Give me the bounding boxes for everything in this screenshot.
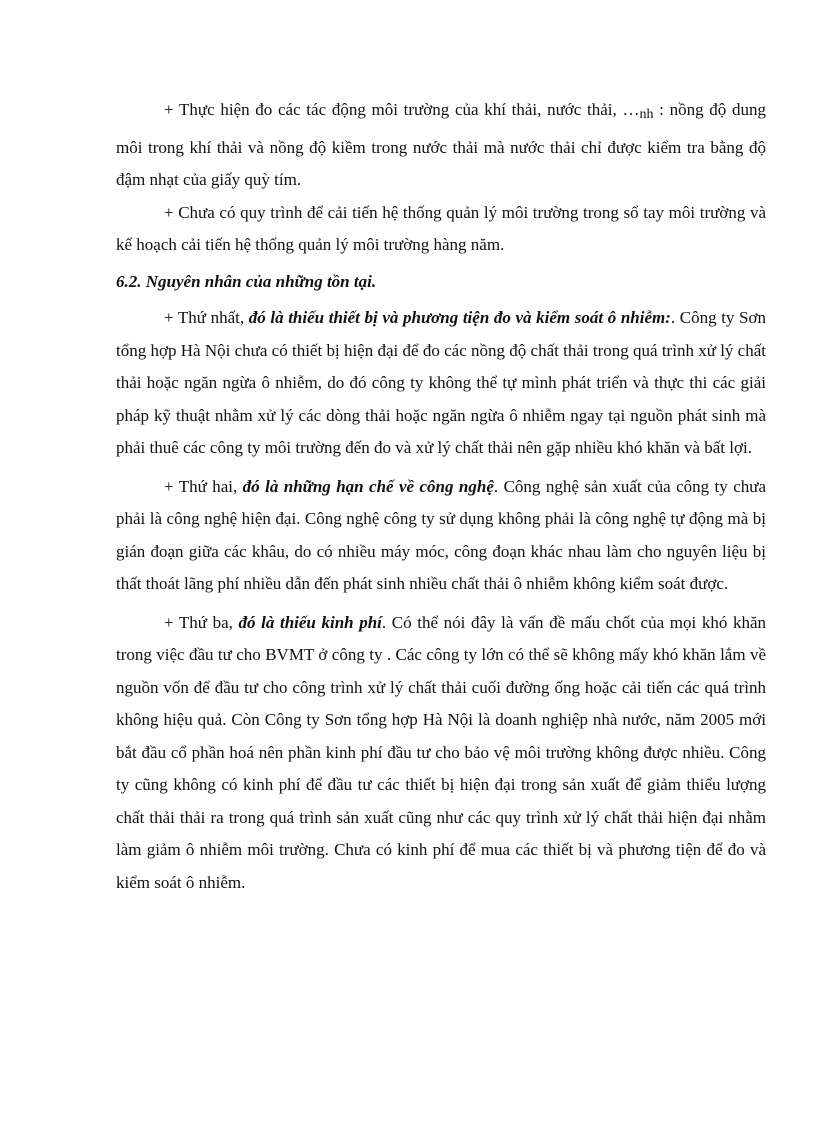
- paragraph-reason-third: [116, 607, 766, 900]
- reason-first-lead: + Thứ nhất,: [164, 308, 249, 327]
- paragraph-reason-first: [116, 302, 766, 465]
- reason-first-emphasis: đó là thiếu thiết bị và phương tiện đo và kiểm soát ô nhiễm:: [248, 308, 671, 327]
- reason-second-emphasis: đó là những hạn chế về công nghệ: [242, 476, 494, 496]
- subscript-nh: nh: [639, 107, 654, 122]
- paragraph-measurement-text: + Thực hiện đo các tác động môi trường của khí thải, nước thải, …: [164, 100, 640, 119]
- paragraph-improvement-process: + Chưa có quy trình để cải tiến hệ thống quản lý môi trường trong sổ tay môi trường và kế hoạch cải tiến hệ thống quản lý môi trường hàng năm.: [116, 202, 766, 254]
- reason-third-emphasis: đó là thiếu kinh phí: [238, 612, 382, 632]
- reason-third-body: . Có thể nói đây là vấn đề mấu chốt của mọi khó khăn trong việc đầu tư cho BVMT ở công ty . Các công ty lớn có thể sẽ không mấy khó khăn lắm về nguồn vốn để đầu tư cho công trình xử lý chất thải cuối đường ống hoặc cải tiến các quá trình không hiệu quả. Còn Công ty Sơn tổng hợp Hà Nội là doanh nghiệp nhà nước, năm 2005 mới bắt đầu cổ phần hoá nên phần kinh phí đầu tư cho bảo vệ môi trường không được nhiều. Công ty cũng không có kinh phí để đầu tư các thiết bị hiện đại trong sản xuất để giảm thiểu lượng chất thải thải ra trong quá trình sản xuất cũng như các quy trình xử lý chất thải hiện đại nhằm làm giảm ô nhiễm môi trường. Chưa có kinh phí để mua các thiết bị và phương tiện để đo và kiểm soát ô nhiễm.: [116, 612, 766, 892]
- reason-first-body: . Công ty Sơn tổng hợp Hà Nội chưa có thiết bị hiện đại để đo các nồng độ chất thải trong quá trình xử lý chất thải hoặc ngăn ngừa ô nhiễm, do đó công ty không thể tự mình phát triển và thực thi các giải pháp kỹ thuật nhằm xử lý các dòng thải hoặc ngăn ngừa ô nhiễm ngay tại nguồn phát sinh mà phải thuê các công ty môi trường đến đo và xử lý chất thải nên gặp nhiều khó khăn và bất lợi.: [116, 308, 766, 457]
- reason-second-lead: + Thứ hai,: [164, 476, 243, 496]
- paragraph-measurement: [116, 94, 766, 197]
- paragraph-reason-second: [116, 471, 766, 601]
- reason-second-body: . Công nghệ sản xuất của công ty chưa phải là công nghệ hiện đại. Công nghệ công ty sử dụng không phải là công nghệ tự động mà bị gián đoạn giữa các khâu, do có nhiều máy móc, công đoạn khác nhau làm cho nguyên liệu bị thất thoát lãng phí nhiều dẫn đến phát sinh nhiều chất thải ô nhiễm không kiểm soát được.: [116, 476, 767, 593]
- paragraph-measurement-text-cont: : nồng độ dung môi trong khí thải và nồng độ kiềm trong nước thải mà nước thải chỉ được kiểm tra bằng độ đậm nhạt của giấy quỳ tím.: [116, 100, 766, 189]
- reason-third-lead: + Thứ ba,: [164, 612, 239, 632]
- section-heading: 6.2. Nguyên nhân của những tồn tại.: [116, 271, 377, 291]
